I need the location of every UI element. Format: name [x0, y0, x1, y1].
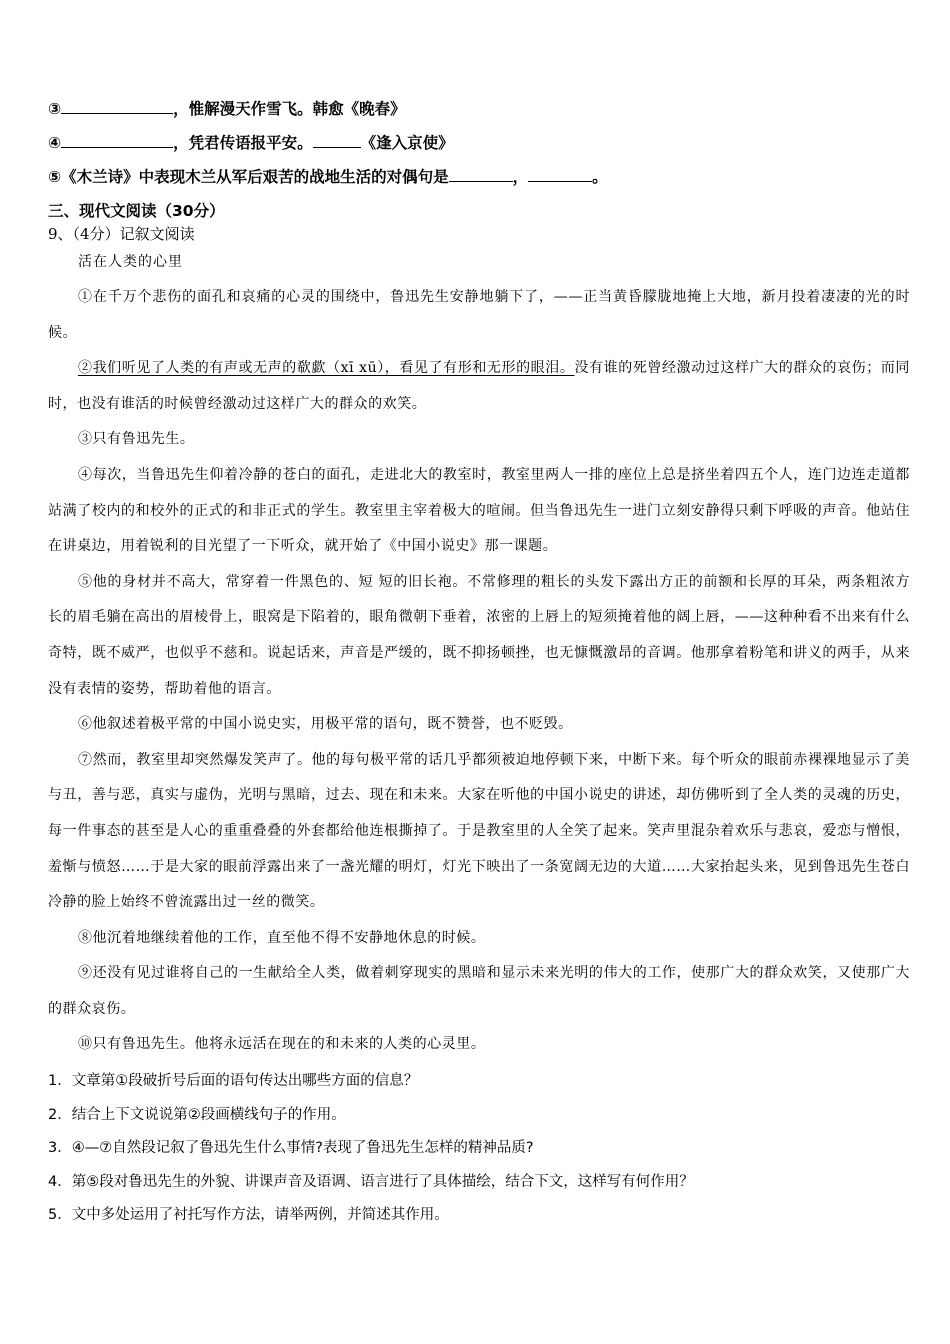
section-title: 三、现代文阅读（30分）: [48, 202, 225, 220]
answer-blank[interactable]: [528, 167, 592, 182]
answer-blank[interactable]: [61, 99, 173, 114]
fill-blank-4: [48, 132, 910, 155]
paragraph-3: ③只有鲁迅先生。: [78, 431, 195, 448]
fill-blank-3-text: ，惟解漫天作雪飞。韩愈《晚春》: [173, 100, 406, 118]
fill-blank-3-prefix: ③: [48, 100, 62, 118]
question-list: [48, 1065, 910, 1233]
question-item: 3．④—⑦自然段记叙了鲁迅先生什么事情?表现了鲁迅先生怎样的精神品质?: [48, 1140, 534, 1157]
question-item: 5．文中多处运用了衬托写作方法，请举两例，并简述其作用。: [48, 1207, 449, 1224]
fill-blank-5-mid: ，: [512, 168, 529, 186]
question-item: 2．结合上下文说说第②段画横线句子的作用。: [48, 1106, 346, 1123]
question-item: 4．第⑤段对鲁迅先生的外貌、讲课声音及语调、语言进行了具体描绘，结合下文，这样写有何作用？: [48, 1173, 694, 1190]
paragraph-9: ⑨还没有见过谁将自己的一生献给全人类，做着刺穿现实的黑暗和显示未来光明的伟大的工作，使那广大的群众欢笑，又使那广大的群众哀伤。: [48, 965, 910, 1017]
author-blank[interactable]: [313, 133, 361, 148]
question-item: 1．文章第①段破折号后面的语句传达出哪些方面的信息？: [48, 1073, 419, 1090]
fill-blank-4-text: ，凭君传语报平安。: [173, 134, 313, 152]
paragraph-6: ⑥他叙述着极平常的中国小说史实，用极平常的语句，既不赞誉，也不贬毁。: [78, 716, 573, 733]
fill-blank-5-end: 。: [592, 168, 608, 186]
fill-blank-4-source: 《逢入京使》: [360, 134, 454, 152]
article-title: 活在人类的心里: [78, 254, 183, 270]
paragraph-10: ⑩只有鲁迅先生。他将永远活在现在的和未来的人类的心灵里。: [78, 1036, 486, 1053]
fill-blank-3: [48, 98, 910, 121]
paragraph-1: ①在千万个悲伤的面孔和哀痛的心灵的围绕中，鲁迅先生安静地躺下了，——正当黄昏朦胧地掩上大地，新月投着凄凄的光的时候。: [48, 289, 910, 341]
exam-page: [48, 98, 910, 1233]
paragraph-5: ⑤他的身材并不高大，常穿着一件黑色的、短 短的旧长袍。不常修理的粗长的头发下露出方正的前额和长厚的耳朵，两条粗浓方长的眉毛躺在高出的眉棱骨上，眼窝是下陷着的，眼角微朝下垂着，浓密的上唇上的短须掩着他的阔上唇，——这种种看不出来有什么奇特，既不威严，也似乎不慈和。说起话来，声音是严缓的，既不抑扬顿挫，也无慷慨激昂的音调。他那拿着粉笔和讲义的两手，从来没有表情的姿势，帮助着他的语言。: [48, 573, 910, 697]
paragraph-2: [48, 351, 910, 422]
answer-blank[interactable]: [61, 133, 173, 148]
fill-blank-4-prefix: ④: [48, 134, 62, 152]
paragraph-7: ⑦然而，教室里却突然爆发笑声了。他的每句极平常的话几乎都须被迫地停顿下来，中断下来。每个听众的眼前赤裸裸地显示了美与丑，善与恶，真实与虚伪，光明与黑暗，过去、现在和未来。大家在听他的中国小说史的讲述，却仿佛听到了全人类的灵魂的历史，每一件事态的甚至是人心的重重叠叠的外套都给他连根撕掉了。于是教室里的人全笑了起来。笑声里混杂着欢乐与悲哀，爱恋与憎恨，羞惭与愤怒……于是大家的眼前浮露出来了一盏光耀的明灯，灯光下映出了一条宽阔无边的大道……大家抬起头来，见到鲁迅先生苍白冷静的脸上始终不曾流露出过一丝的微笑。: [48, 751, 910, 911]
fill-blank-5: [48, 166, 910, 189]
underlined-sentence: ②我们听见了人类的有声或无声的欷歔（xī xū），看见了有形和无形的眼泪。: [78, 360, 575, 377]
fill-blank-5-prefix: ⑤《木兰诗》中表现木兰从军后艰苦的战地生活的对偶句是: [48, 168, 449, 186]
paragraph-8: ⑧他沉着地继续着他的工作，直至他不得不安静地休息的时候。: [78, 929, 486, 946]
paragraph-2-rest: 没有谁的死曾经激动过这样广大的群众的哀伤；而同时，也没有谁活的时候曾经激动过这样广大的群众的欢笑。: [48, 360, 910, 412]
question-heading: 9、（4分）记叙文阅读: [48, 225, 195, 243]
answer-blank[interactable]: [449, 167, 513, 182]
paragraph-4: ④每次，当鲁迅先生仰着冷静的苍白的面孔，走进北大的教室时，教室里两人一排的座位上总是挤坐着四五个人，连门边连走道都站满了校内的和校外的正式的和非正式的学生。教室里主宰着极大的喧闹。但当鲁迅先生一进门立刻安静得只剩下呼吸的声音。他站住在讲桌边，用着锐利的目光望了一下听众，就开始了《中国小说史》那一课题。: [48, 466, 910, 555]
